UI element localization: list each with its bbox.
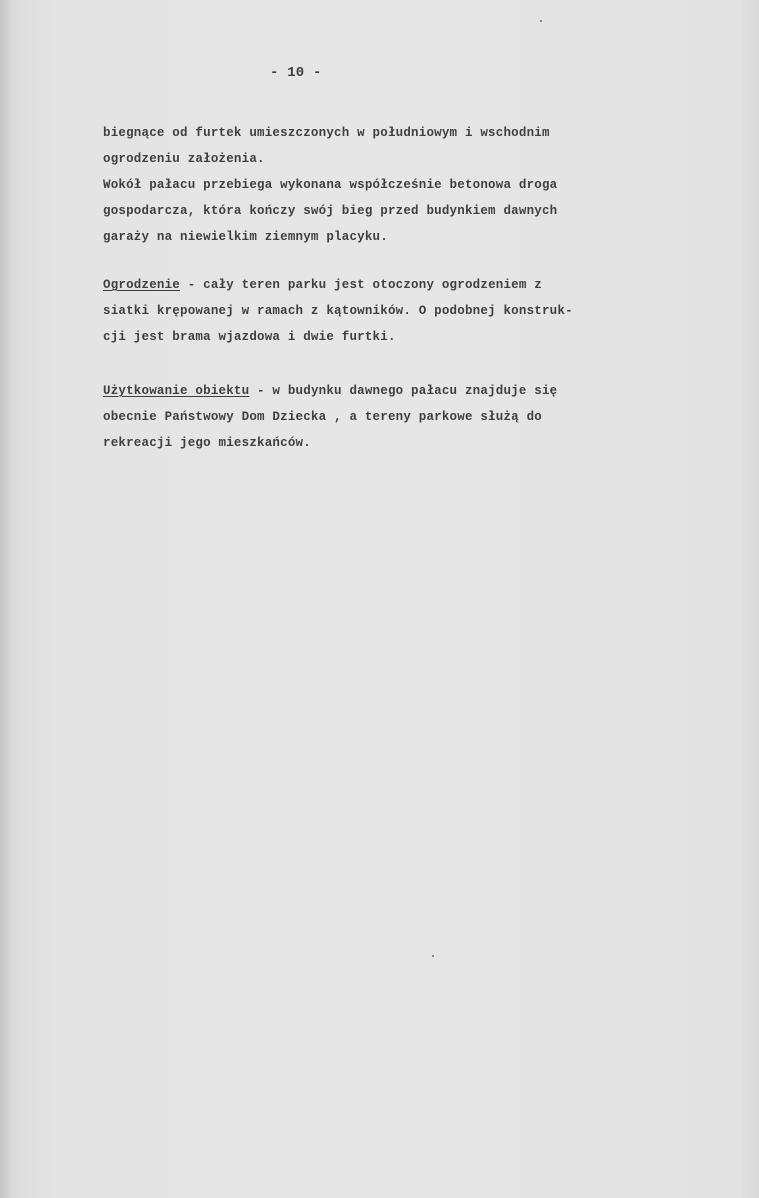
paragraph3-line2: siatki krępowanej w ramach z kątowników. O podobnej konstruk- [103,304,573,318]
speck-mark [432,955,434,957]
paragraph1-line1: biegnące od furtek umieszczonych w południowym i wschodnim [103,126,550,140]
usage-heading: Użytkowanie obiektu [103,384,250,398]
paragraph2-line1: Wokół pałacu przebiega wykonana współcześnie betonowa droga [103,178,558,192]
paragraph2-line2: gospodarcza, która kończy swój bieg przed budynkiem dawnych [103,204,558,218]
paragraph4-line2: obecnie Państwowy Dom Dziecka , a tereny parkowe służą do [103,410,542,424]
paragraph4-line1 [103,382,557,400]
paragraph2-line3: garaży na niewielkim ziemnym placyku. [103,230,388,244]
paragraph3-line1 [103,276,542,294]
paragraph4-line3: rekreacji jego mieszkańców. [103,436,311,450]
page-number: - 10 - [270,65,322,81]
fence-line1-text: - cały teren parku jest otoczony ogrodzeniem z [180,278,542,292]
speck-mark [540,20,542,22]
usage-line1-text: - w budynku dawnego pałacu znajduje się [249,384,558,398]
fence-heading: Ogrodzenie [103,278,181,292]
paragraph3-line3: cji jest brama wjazdowa i dwie furtki. [103,330,396,344]
paragraph1-line2: ogrodzeniu założenia. [103,152,265,166]
page-left-edge [0,0,12,1198]
